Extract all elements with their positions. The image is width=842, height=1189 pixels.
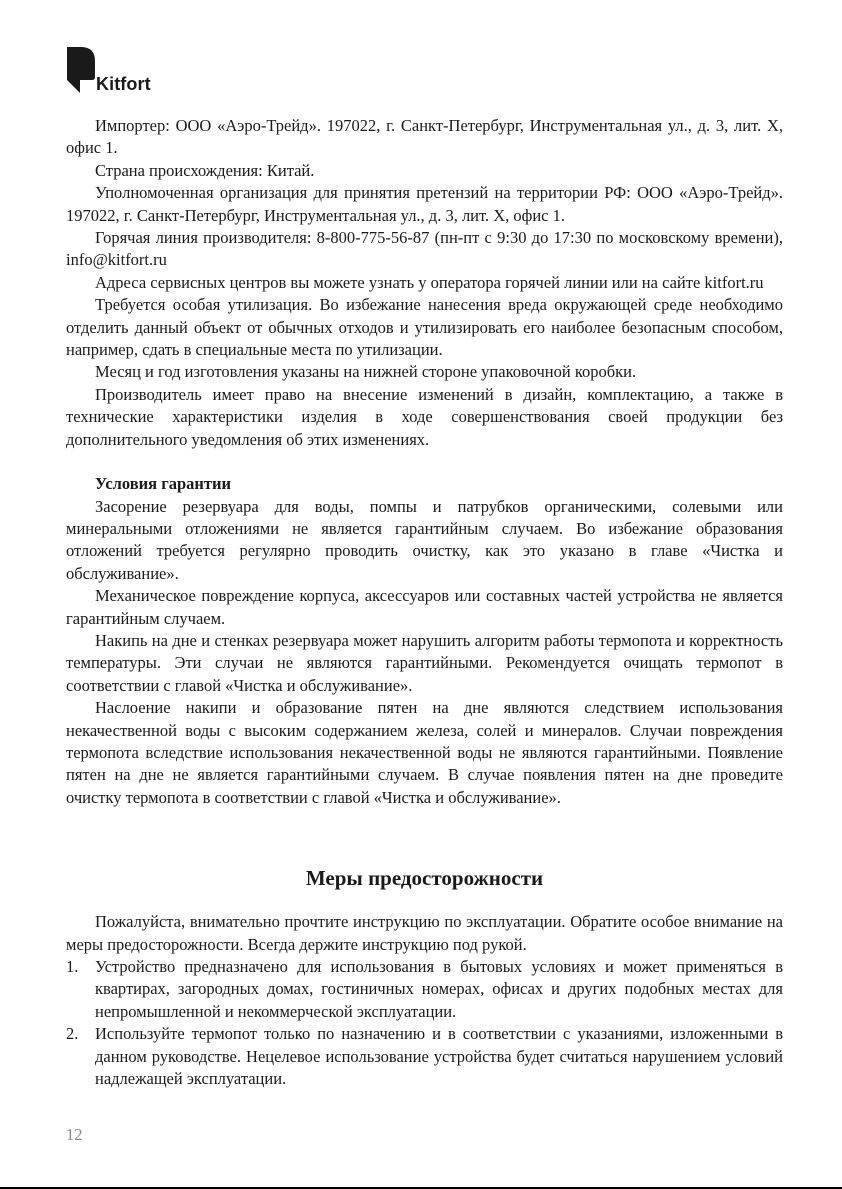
hotline-paragraph: Горячая линия производителя: 8-800-775-56-87 (пн-пт с 9:30 до 17:30 по московскому времени), info@kitfort.ru bbox=[66, 228, 783, 270]
claims-organization-paragraph: Уполномоченная организация для принятия претензий на территории РФ: ООО «Аэро-Трейд». 197022, г. Санкт-Петербург, Инструментальная ул., д. 3, лит. Х, офис 1. bbox=[66, 183, 783, 225]
warranty-paragraph: Накипь на дне и стенках резервуара может нарушить алгоритм работы термопота и корректность температуры. Эти случаи не являются гарантийными. Рекомендуется очищать термопот в соответствии с главой «Чистка и обслуживание». bbox=[66, 630, 783, 695]
warranty-heading: Условия гарантии bbox=[95, 474, 232, 494]
list-item-number: 2. bbox=[66, 1024, 79, 1044]
page-content bbox=[66, 115, 783, 1090]
list-item bbox=[66, 956, 783, 1023]
service-centers-paragraph: Адреса сервисных центров вы можете узнать у оператора горячей линии или на сайте kitfort.ru bbox=[95, 272, 764, 292]
disposal-paragraph: Требуется особая утилизация. Во избежание нанесения вреда окружающей среде необходимо отделить данный объект от обычных отходов и утилизировать его наиболее безопасным способом, например, сдать в специальные места по утилизации. bbox=[66, 295, 783, 360]
kitfort-logo bbox=[67, 47, 187, 95]
importer-paragraph: Импортер: ООО «Аэро-Трейд». 197022, г. Санкт-Петербург, Инструментальная ул., д. 3, лит. Х, офис 1. bbox=[66, 116, 783, 158]
list-item-text: Используйте термопот только по назначению и в соответствии с указаниями, изложенными в данном руководстве. Нецелевое использование устройства будет считаться нарушением условий надлежащей эксплуатации. bbox=[95, 1024, 783, 1089]
warranty-paragraph: Механическое повреждение корпуса, аксессуаров или составных частей устройства не является гарантийным случаем. bbox=[66, 586, 783, 628]
precautions-title: Меры предосторожности bbox=[305, 866, 544, 891]
list-item-text: Устройство предназначено для использования в бытовых условиях и может применяться в квартирах, загородных домах, гостиничных номерах, офисах и других подобных местах для непромышленной и некоммерческой эксплуатации. bbox=[95, 957, 783, 1021]
brand-name: Kitfort bbox=[96, 74, 151, 94]
list-item-number: 1. bbox=[66, 957, 79, 976]
warranty-paragraph: Наслоение накипи и образование пятен на дне являются следствием использования некачественной воды с высоким содержанием железа, солей и минералов. Случаи повреждения термопота вследствие использования некачественной воды не являются гарантийными. Появление пятен на дне не является гарантийными случаем. В случае появления пятен на дне проведите очистку термопота в соответствии с главой «Чистка и обслуживание». bbox=[66, 698, 783, 807]
manufacture-date-paragraph: Месяц и год изготовления указаны на нижней стороне упаковочной коробки. bbox=[95, 362, 637, 382]
changes-paragraph: Производитель имеет право на внесение изменений в дизайн, комплектацию, а также в технические характеристики изделия в ходе совершенствования своей продукции без дополнительного уведомления об этих изменениях. bbox=[66, 384, 783, 449]
precautions-intro: Пожалуйста, внимательно прочтите инструкцию по эксплуатации. Обратите особое внимание на меры предосторожности. Всегда держите инструкцию под рукой. bbox=[66, 912, 783, 954]
list-item bbox=[66, 1023, 783, 1090]
page-number: 12 bbox=[66, 1125, 83, 1144]
kitfort-flag-icon bbox=[67, 47, 95, 93]
precautions-list bbox=[66, 956, 783, 1090]
warranty-paragraph: Засорение резервуара для воды, помпы и патрубков органическими, солевыми или минеральными отложениями не является гарантийным случаем. Во избежание образования отложений требуется регулярно проводить очистку, как это указано в главе «Чистка и обслуживание». bbox=[66, 496, 783, 583]
origin-paragraph: Страна происхождения: Китай. bbox=[95, 160, 315, 180]
